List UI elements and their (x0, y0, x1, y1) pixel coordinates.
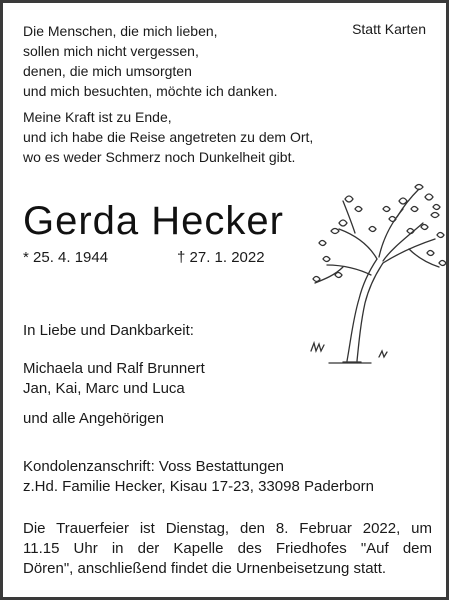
mourner-line: Michaela und Ralf Brunnert (23, 360, 205, 377)
deceased-name: Gerda Hecker (23, 199, 284, 243)
poem-stanza-2 (23, 107, 313, 167)
poem-line: Die Menschen, die mich lieben, (23, 23, 218, 39)
poem-line: sollen mich nicht vergessen, (23, 43, 199, 59)
mourner-line: Jan, Kai, Marc und Luca (23, 380, 185, 397)
service-line: 11.15 Uhr in der Kapelle des Friedhofes "Auf dem (23, 540, 432, 557)
death-date: † 27. 1. 2022 (177, 249, 265, 266)
service-line: Die Trauerfeier ist Dienstag, den 8. Februar 2022, um (23, 520, 432, 537)
poem-line: und ich habe die Reise angetreten zu dem Ort, (23, 129, 314, 145)
thanks-intro: In Liebe und Dankbarkeit: (23, 322, 194, 339)
birth-date: * 25. 4. 1944 (23, 249, 109, 266)
relatives-line: und alle Angehörigen (23, 410, 164, 427)
statt-karten-label: Statt Karten (352, 21, 426, 37)
mourners-list (23, 359, 205, 399)
poem-line: denen, die mich umsorgten (23, 63, 192, 79)
service-line: Dören", anschließend findet die Urnenbeisetzung statt. (23, 560, 387, 577)
service-announcement (23, 519, 432, 579)
poem-line: wo es weder Schmerz noch Dunkelheit gibt. (23, 149, 296, 165)
condolence-line: z.Hd. Familie Hecker, Kisau 17-23, 33098 Paderborn (23, 478, 375, 495)
poem-line: Meine Kraft ist zu Ende, (23, 109, 172, 125)
condolence-line: Kondolenzanschrift: Voss Bestattungen (23, 458, 285, 475)
tree-illustration-icon (299, 179, 449, 369)
poem-line: und mich besuchten, möchte ich danken. (23, 83, 278, 99)
condolence-address (23, 457, 374, 497)
poem-stanza-1 (23, 21, 278, 101)
